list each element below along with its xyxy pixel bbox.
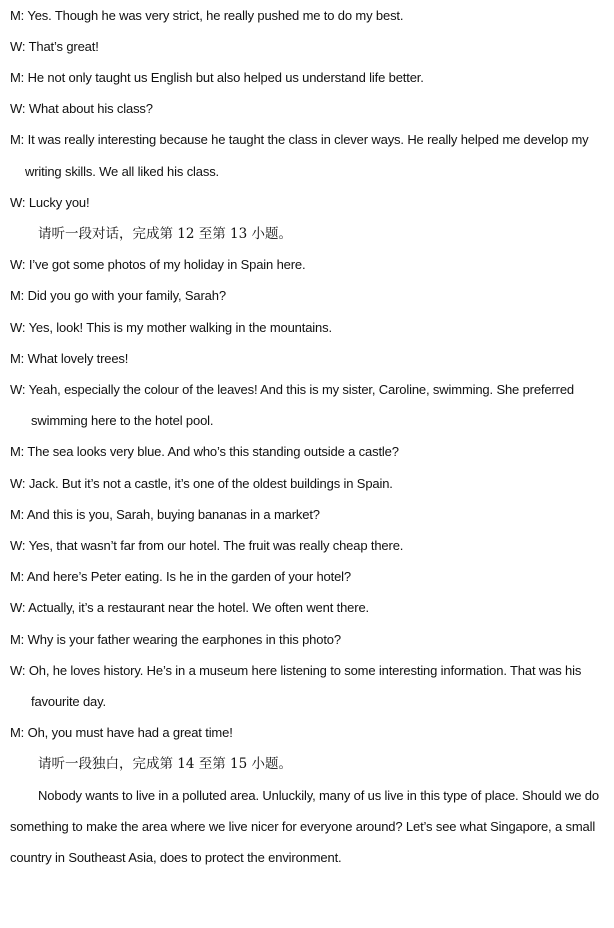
speaker-label: W:: [10, 538, 26, 553]
utterance-text: And here’s Peter eating. Is he in the garden of your hotel?: [26, 569, 351, 584]
utterance-text: It was really interesting because he taught the class in clever ways. He really helped me develop my: [27, 132, 589, 147]
dialogue-line: [10, 507, 320, 523]
dialogue-line: [10, 101, 153, 117]
utterance-text: Why is your father wearing the earphones in this photo?: [27, 632, 341, 647]
dialogue-line: [10, 8, 403, 24]
dialogue-line: [10, 70, 424, 86]
utterance-text: Jack. But it’s not a castle, it’s one of the oldest buildings in Spain.: [28, 476, 393, 491]
speaker-label: M:: [10, 632, 25, 647]
utterance-text: He not only taught us English but also helped us understand life better.: [27, 70, 424, 85]
dialogue-continuation: swimming here to the hotel pool.: [31, 413, 214, 428]
speaker-label: M:: [10, 70, 25, 85]
dialogue-line: [10, 444, 399, 460]
speaker-label: M:: [10, 132, 25, 147]
utterance-text: Yes. Though he was very strict, he really pushed me to do my best.: [27, 8, 404, 23]
utterance-text: Oh, he loves history. He’s in a museum here listening to some interesting information. That was his: [28, 663, 582, 678]
speaker-label: W:: [10, 195, 26, 210]
dialogue-line: [10, 725, 233, 741]
dialogue-line: [10, 257, 305, 273]
speaker-label: W:: [10, 257, 26, 272]
monologue-line: something to make the area where we live nicer for everyone around? Let’s see what Singapore, a small: [10, 819, 596, 834]
utterance-text: Yes, that wasn’t far from our hotel. The fruit was really cheap there.: [28, 538, 404, 553]
section-instruction: 请听一段对话，完成第 12 至第 13 小题。: [38, 226, 293, 242]
utterance-text: Yes, look! This is my mother walking in the mountains.: [28, 320, 332, 335]
dialogue-line: [10, 195, 89, 211]
monologue-line: Nobody wants to live in a polluted area. Unluckily, many of us live in this type of place. Should we do: [38, 788, 599, 803]
dialogue-line: [10, 663, 581, 679]
utterance-text: Actually, it’s a restaurant near the hotel. We often went there.: [28, 600, 369, 615]
dialogue-line: [10, 320, 332, 336]
utterance-text: Yeah, especially the colour of the leaves! And this is my sister, Caroline, swimming. She preferred: [28, 382, 574, 397]
utterance-text: Lucky you!: [28, 195, 90, 210]
dialogue-line: [10, 351, 128, 367]
dialogue-line: [10, 132, 589, 148]
speaker-label: M:: [10, 569, 25, 584]
speaker-label: M:: [10, 8, 25, 23]
utterance-text: Did you go with your family, Sarah?: [27, 288, 226, 303]
speaker-label: W:: [10, 476, 26, 491]
speaker-label: W:: [10, 663, 26, 678]
utterance-text: And this is you, Sarah, buying bananas in a market?: [26, 507, 320, 522]
utterance-text: I’ve got some photos of my holiday in Spain here.: [28, 257, 306, 272]
speaker-label: W:: [10, 382, 26, 397]
dialogue-continuation: favourite day.: [31, 694, 106, 709]
monologue-line: country in Southeast Asia, does to protect the environment.: [10, 850, 342, 865]
dialogue-line: [10, 476, 393, 492]
speaker-label: M:: [10, 288, 25, 303]
speaker-label: W:: [10, 600, 26, 615]
utterance-text: What about his class?: [28, 101, 153, 116]
dialogue-line: [10, 600, 369, 616]
utterance-text: What lovely trees!: [27, 351, 129, 366]
speaker-label: W:: [10, 320, 26, 335]
speaker-label: W:: [10, 39, 26, 54]
dialogue-line: [10, 538, 403, 554]
dialogue-continuation: writing skills. We all liked his class.: [25, 164, 220, 179]
dialogue-line: [10, 569, 351, 585]
utterance-text: Oh, you must have had a great time!: [27, 725, 233, 740]
speaker-label: M:: [10, 444, 25, 459]
dialogue-line: [10, 632, 341, 648]
speaker-label: M:: [10, 507, 25, 522]
dialogue-line: [10, 382, 574, 398]
speaker-label: W:: [10, 101, 26, 116]
section-instruction: 请听一段独白，完成第 14 至第 15 小题。: [38, 756, 293, 772]
utterance-text: The sea looks very blue. And who’s this standing outside a castle?: [27, 444, 399, 459]
utterance-text: That’s great!: [28, 39, 99, 54]
speaker-label: M:: [10, 725, 25, 740]
speaker-label: M:: [10, 351, 25, 366]
dialogue-line: [10, 288, 226, 304]
dialogue-line: [10, 39, 99, 55]
